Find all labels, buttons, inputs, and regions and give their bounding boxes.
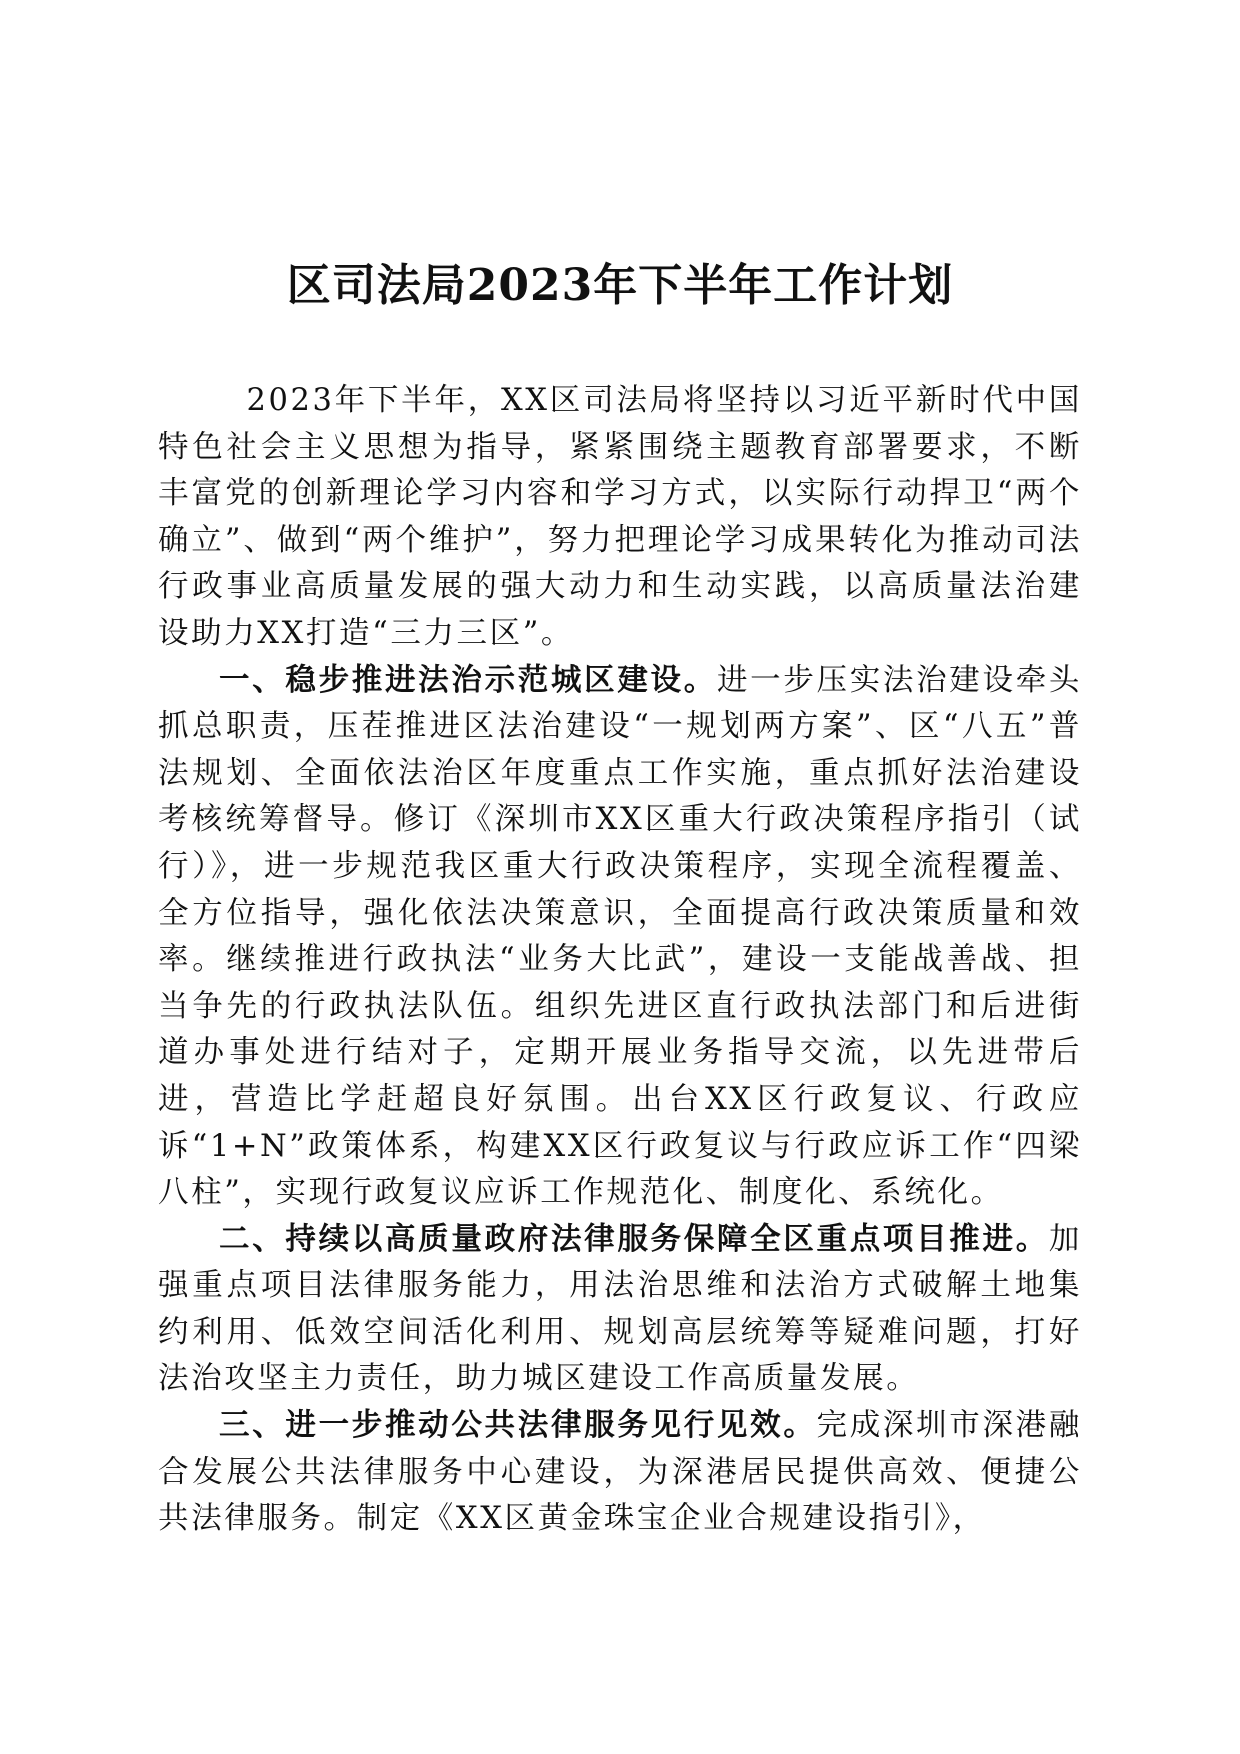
section-heading-1: 一、稳步推进法治示范城区建设。 [219, 662, 717, 698]
section-body-3: 完成深圳市深港融合发展公共法律服务中心建设，为深港居民提供高效、便捷公共法律服务。制定《XX区黄金珠宝企业合规建设指引》， [158, 1408, 1082, 1537]
document-title: 区司法局2023年下半年工作计划 [286, 260, 954, 311]
section-heading-2: 二、持续以高质量政府法律服务保障全区重点项目推进。 [219, 1221, 1049, 1257]
section-body-2: 加强重点项目法律服务能力，用法治思维和法治方式破解土地集约利用、低效空间活化利用、规划高层统筹等疑难问题，打好法治攻坚主力责任，助力城区建设工作高质量发展。 [158, 1221, 1082, 1397]
section-paragraph-2 [158, 1217, 1082, 1403]
section-paragraph-3 [158, 1403, 1082, 1543]
intro-paragraph: 2023年下半年，XX区司法局将坚持以习近平新时代中国特色社会主义思想为指导，紧紧围绕主题教育部署要求，不断丰富党的创新理论学习内容和学习方式，以实际行动捍卫“两个确立”、做到“两个维护”，努力把理论学习成果转化为推动司法行政事业高质量发展的强大动力和生动实践，以高质量法治建设助力XX打造“三力三区”。 [158, 383, 1082, 651]
document-body [158, 378, 1082, 1543]
section-paragraph-1 [158, 658, 1082, 1217]
section-heading-3: 三、进一步推动公共法律服务见行见效。 [219, 1408, 817, 1444]
section-body-1: 进一步压实法治建设牵头抓总职责，压茬推进区法治建设“一规划两方案”、区“八五”普法规划、全面依法治区年度重点工作实施，重点抓好法治建设考核统筹督导。修订《深圳市XX区重大行政决策程序指引（试行）》，进一步规范我区重大行政决策程序，实现全流程覆盖、全方位指导，强化依法决策意识，全面提高行政决策质量和效率。继续推进行政执法“业务大比武”，建设一支能战善战、担当争先的行政执法队伍。组织先进区直行政执法部门和后进街道办事处进行结对子，定期开展业务指导交流，以先进带后进，营造比学赶超良好氛围。出台XX区行政复议、行政应诉“1+N”政策体系，构建XX区行政复议与行政应诉工作“四梁八柱”，实现行政复议应诉工作规范化、制度化、系统化。 [158, 662, 1082, 1211]
